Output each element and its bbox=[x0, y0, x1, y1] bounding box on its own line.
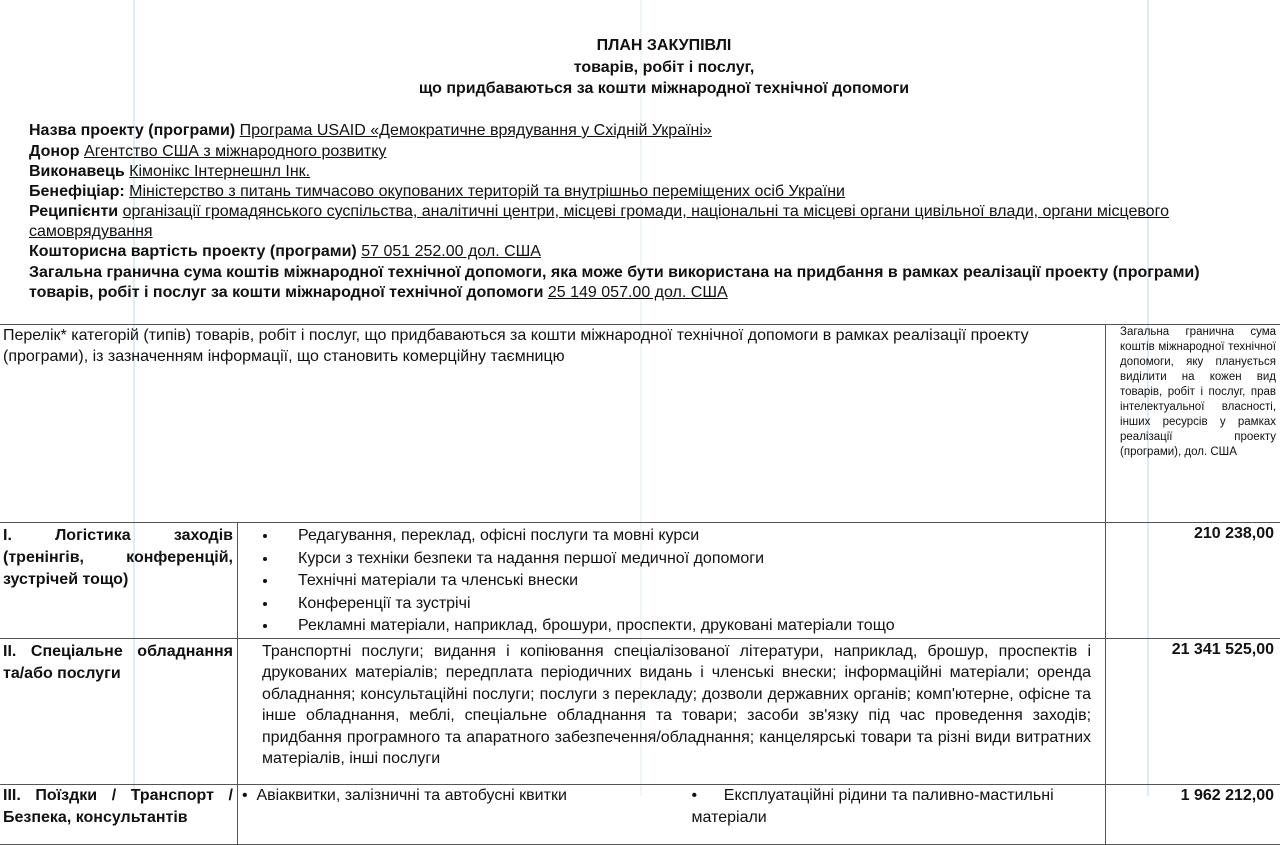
procurement-table bbox=[0, 324, 1280, 845]
list-item: • Рекламні матеріали, наприклад, брошури, проспекти, друковані матеріали тощо bbox=[278, 615, 1101, 638]
document-subtitle-2: що придбаваються за кошти міжнародної технічної допомоги bbox=[418, 80, 910, 97]
document-title: ПЛАН ЗАКУПІВЛІ bbox=[596, 37, 732, 54]
recipients-row bbox=[29, 202, 1254, 242]
donor-label: Донор bbox=[29, 143, 80, 160]
cost-value: 57 051 252.00 дол. США bbox=[361, 243, 541, 260]
executor-row bbox=[29, 162, 1254, 182]
donor-row bbox=[29, 142, 1254, 162]
project-name-label: Назва проекту (програми) bbox=[29, 122, 236, 139]
project-name-row bbox=[29, 121, 1254, 141]
limit-value: 25 149 057.00 дол. США bbox=[547, 284, 728, 301]
list-item: • Курси з техніки безпеки та надання першої медичної допомоги bbox=[278, 548, 1101, 571]
list-item-text: Авіаквитки, залізничні та автобусні квитки bbox=[256, 786, 567, 804]
row-amount: 210 238,00 bbox=[1106, 523, 1280, 639]
limit-label: Загальна гранична сума коштів міжнародної технічної допомоги, яка може бути використана на придбання в рамках реалізації проекту (програми) товарів, робіт і послуг за кошти міжнародної технічної допомоги bbox=[29, 264, 1200, 301]
header-categories: Перелік* категорій (типів) товарів, робіт і послуг, що придбаваються за кошти міжнародної технічної допомоги в рамках реалізації проекту (програми), із зазначенням інформації, що становить комерційну таємницю bbox=[0, 325, 1106, 523]
row-category: ІІ. Спеціальне обладнання та/або послуги bbox=[0, 638, 238, 784]
beneficiary-row bbox=[29, 182, 1254, 202]
list-item: • Експлуатаційні рідини та паливно-мастильні матеріали bbox=[691, 786, 1054, 826]
row-amount: 1 962 212,00 bbox=[1106, 784, 1280, 844]
list-item-text: Експлуатаційні рідини та паливно-мастильні матеріали bbox=[691, 786, 1054, 826]
table-header-row bbox=[0, 325, 1280, 523]
row-items bbox=[238, 784, 1106, 844]
beneficiary-label: Бенефіціар: bbox=[29, 183, 125, 200]
table-row bbox=[0, 784, 1280, 844]
table-row bbox=[0, 523, 1280, 639]
list-item: • Авіаквитки, залізничні та автобусні квитки bbox=[242, 786, 567, 804]
row-items bbox=[238, 523, 1106, 639]
cost-row bbox=[29, 242, 1254, 262]
recipients-value: організації громадянського суспільства, аналітичні центри, місцеві громади, національні та місцеві органи цивільної влади, органи місцевого самоврядування bbox=[29, 203, 1169, 240]
recipients-label: Реципієнти bbox=[29, 203, 119, 220]
executor-value: Кімонікс Інтернешнл Інк. bbox=[129, 163, 311, 180]
list-item: • Редагування, переклад, офісні послуги та мовні курси bbox=[278, 525, 1101, 548]
row-category: ІІІ. Поїздки / Транспорт / Безпека, консультантів bbox=[0, 784, 238, 844]
executor-label: Виконавець bbox=[29, 163, 125, 180]
row-amount: 21 341 525,00 bbox=[1106, 638, 1280, 784]
document-subtitle: товарів, робіт і послуг, bbox=[573, 59, 755, 76]
list-item: • Конференції та зустрічі bbox=[278, 593, 1101, 616]
cost-label: Кошторисна вартість проекту (програми) bbox=[29, 243, 357, 260]
row-description: Транспортні послуги; видання і копіювання спеціалізованої літератури, наприклад, брошур, проспектів і друкованих матеріалів; передплата періодичних видань і членські внески; інформаційні матеріали; оренда обладнання; консультаційні послуги; послуги з перекладу; дозволи державних органів; комп'ютерне, офісне та інше обладнання, меблі, спеціальне обладнання та товари; засоби зв'язку під час проведення заходів; придбання програмного та апаратного забезпечення/обладнання; канцелярські товари та різні види витратних матеріалів, інші послуги bbox=[238, 638, 1106, 784]
table-row bbox=[0, 638, 1280, 784]
header-amount: Загальна гранична сума коштів міжнародної технічної допомоги, яку планується виділити на кожен вид товарів, робіт і послуг, прав інтелектуальної власності, інших ресурсів у рамках реалізації проекту (програми), дол. США bbox=[1106, 325, 1280, 523]
beneficiary-value: Міністерство з питань тимчасово окупованих територій та внутрішньо переміщених осіб України bbox=[129, 183, 845, 200]
project-name-value: Програма USAID «Демократичне врядування у Східній Україні» bbox=[239, 122, 712, 139]
row-category: І. Логістика заходів (тренінгів, конференцій, зустрічей тощо) bbox=[0, 523, 238, 639]
list-item: • Технічні матеріали та членські внески bbox=[278, 570, 1101, 593]
donor-value: Агентство США з міжнародного розвитку bbox=[84, 143, 387, 160]
limit-row bbox=[29, 263, 1254, 303]
